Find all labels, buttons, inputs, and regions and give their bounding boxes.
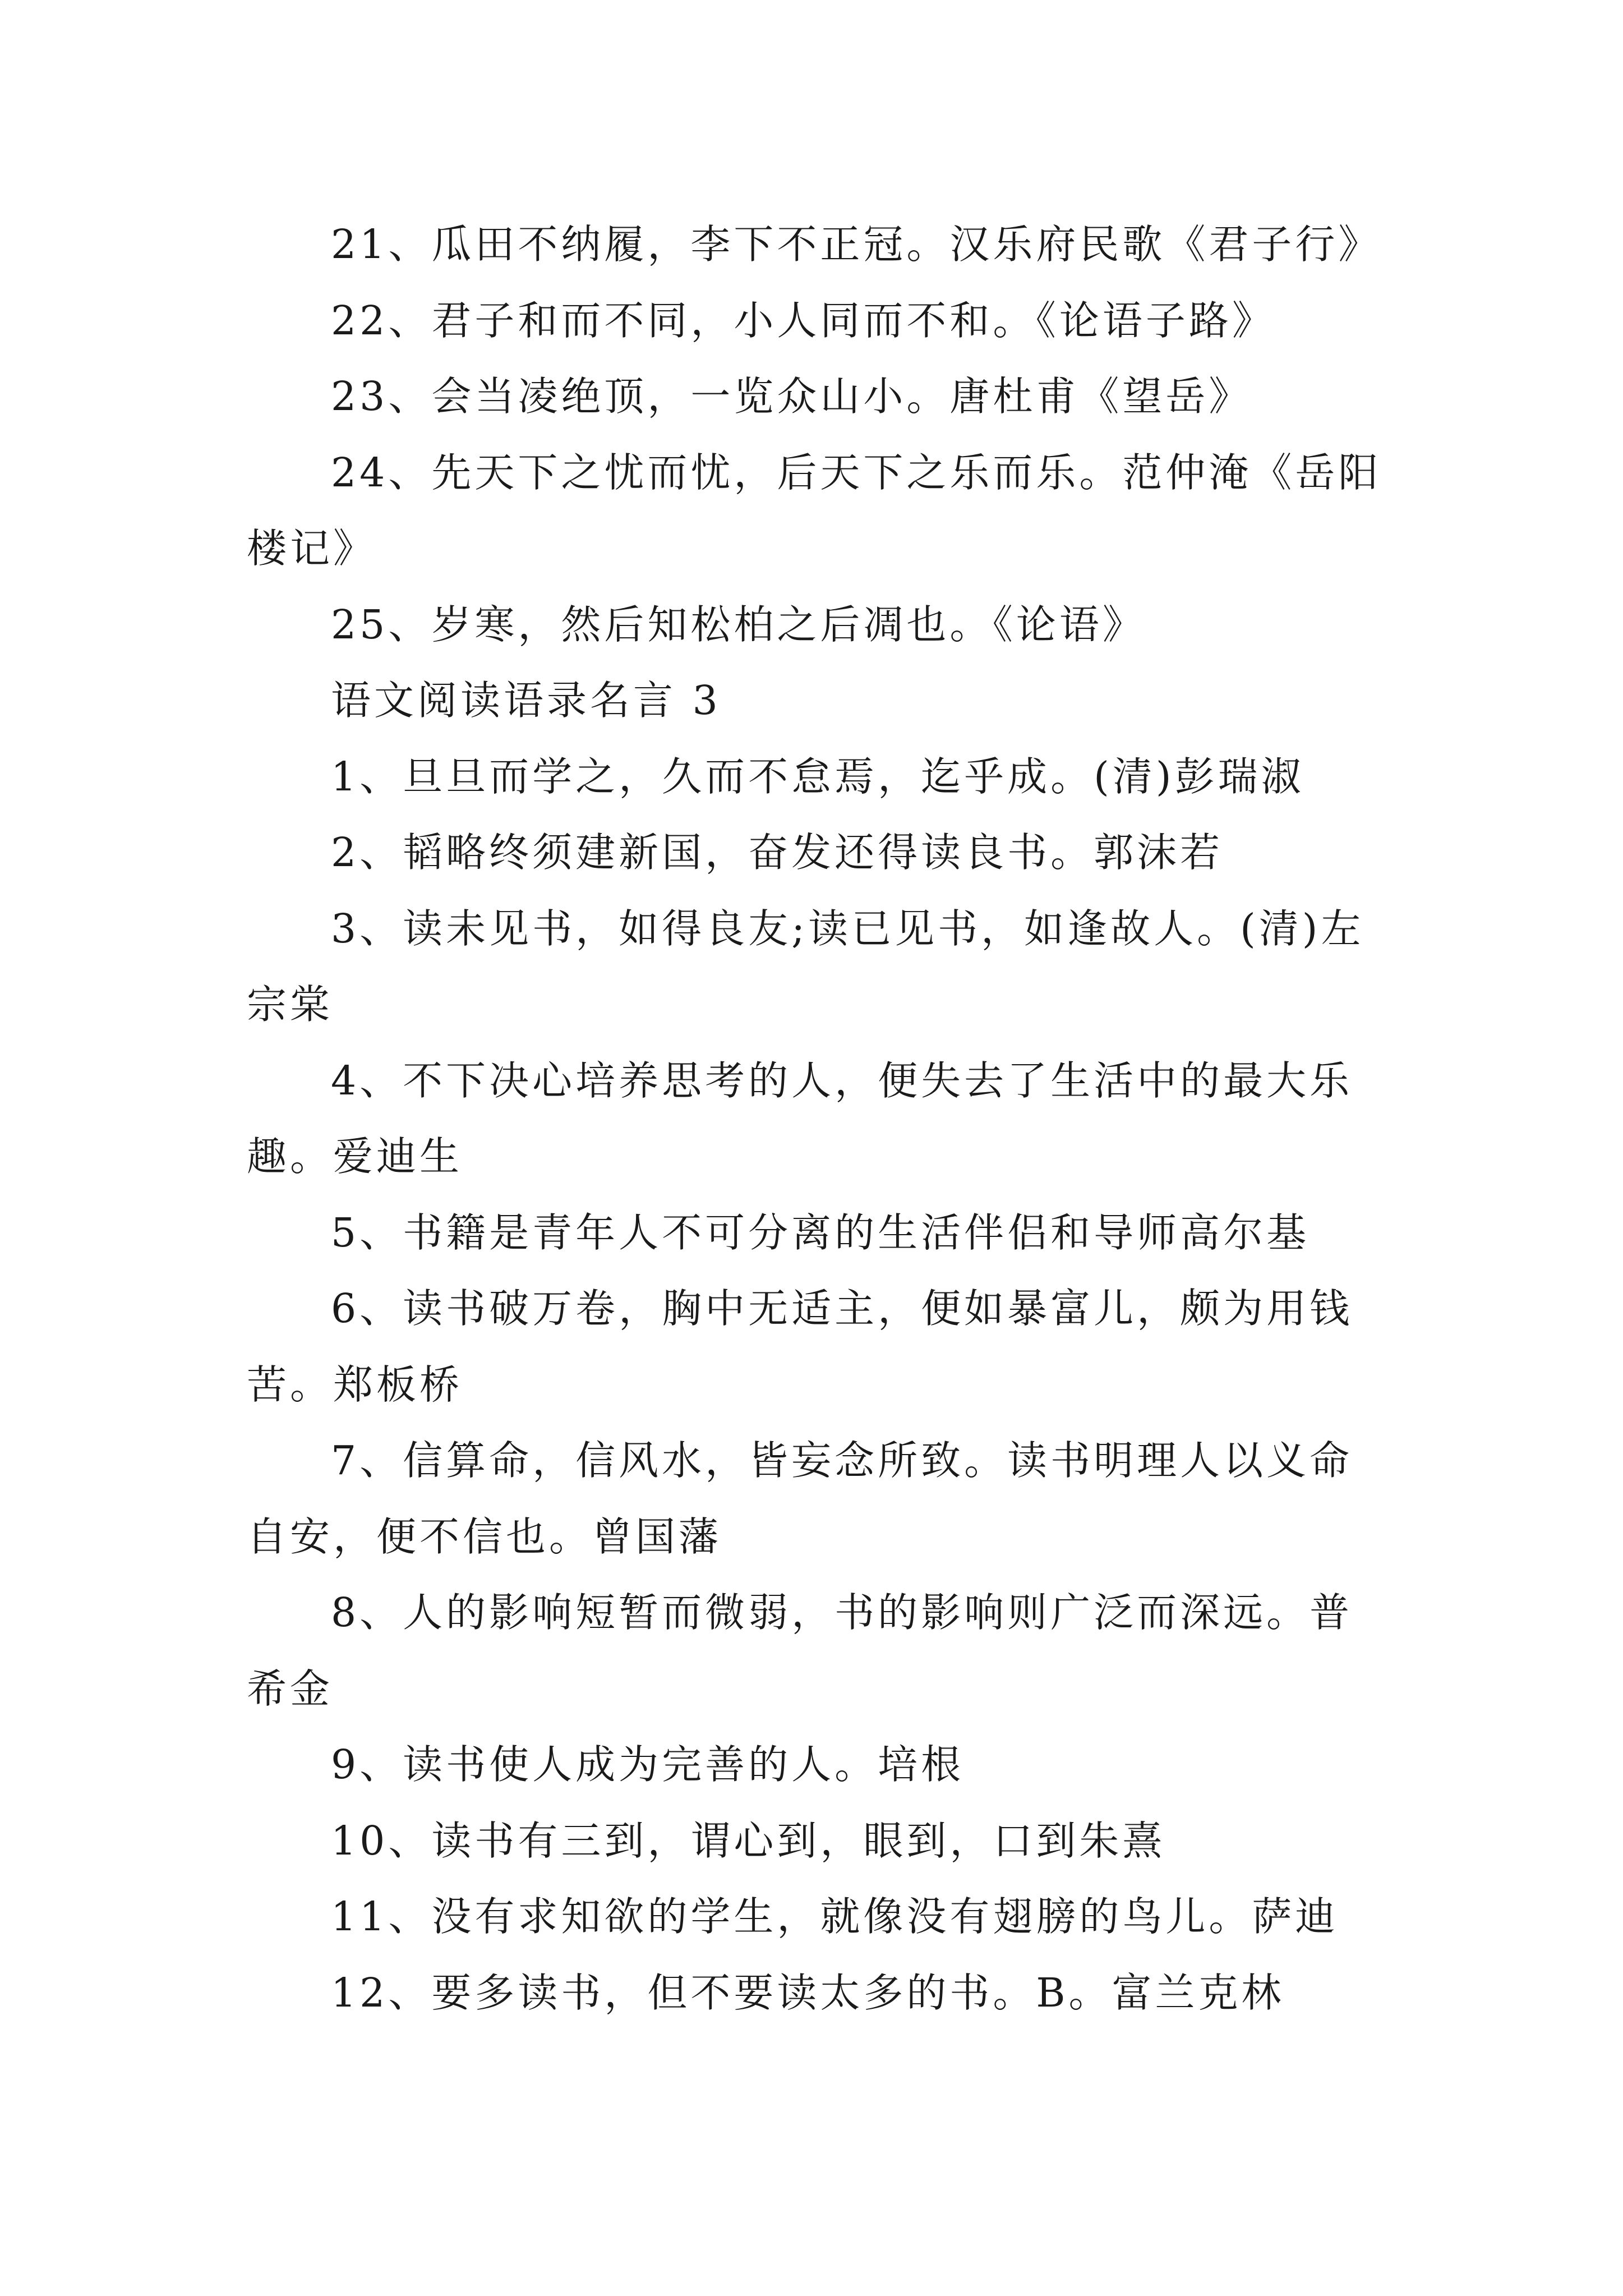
paragraph-quote-8: 8、人的影响短暂而微弱，书的影响则广泛而深远。普希金 [247, 1589, 1353, 1712]
paragraph-quote-7: 7、信算命，信风水，皆妄念所致。读书明理人以义命自安，便不信也。曾国藩 [247, 1437, 1353, 1560]
paragraph-quote-24: 24、先天下之忧而忧，后天下之乐而乐。范仲淹《岳阳楼记》 [247, 449, 1382, 572]
paragraph-quote-23: 23、会当凌绝顶，一览众山小。唐杜甫《望岳》 [331, 373, 1252, 420]
paragraph-quote-2: 2、韬略终须建新国，奋发还得读良书。郭沫若 [331, 829, 1224, 876]
paragraph-quote-6: 6、读书破万卷，胸中无适主，便如暴富儿，颇为用钱苦。郑板桥 [247, 1285, 1353, 1408]
paragraph-quote-5: 5、书籍是青年人不可分离的生活伴侣和导师高尔基 [331, 1209, 1310, 1256]
paragraph-quote-9: 9、读书使人成为完善的人。培根 [331, 1741, 965, 1788]
paragraph-quote-25: 25、岁寒，然后知松柏之后凋也。《论语》 [331, 601, 1146, 648]
document-body [247, 206, 1391, 2031]
paragraph-quote-4: 4、不下决心培养思考的人，便失去了生活中的最大乐趣。爱迪生 [247, 1057, 1353, 1180]
paragraph-quote-12: 12、要多读书，但不要读太多的书。B。富兰克林 [331, 1969, 1285, 2016]
paragraph-quote-21: 21、瓜田不纳履，李下不正冠。汉乐府民歌《君子行》 [331, 221, 1382, 268]
paragraph-quote-3: 3、读未见书，如得良友;读已见书，如逢故人。(清)左宗棠 [247, 905, 1364, 1028]
paragraph-quote-22: 22、君子和而不同，小人同而不和。《论语子路》 [331, 297, 1275, 344]
paragraph-quote-11: 11、没有求知欲的学生，就像没有翅膀的鸟儿。萨迪 [331, 1893, 1339, 1940]
section-heading: 语文阅读语录名言 3 [331, 677, 721, 724]
paragraph-quote-10: 10、读书有三到，谓心到，眼到，口到朱熹 [331, 1817, 1166, 1864]
paragraph-quote-1: 1、旦旦而学之，久而不怠焉，迄乎成。(清)彭瑞淑 [331, 753, 1304, 800]
